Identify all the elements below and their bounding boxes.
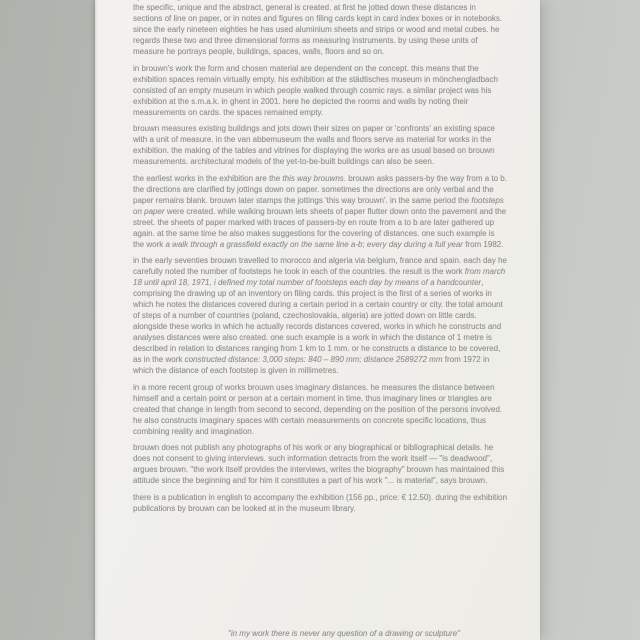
- text-segment: in a more recent group of works brouwn uses imaginary distances. he measures the distance between himself and a certain point or person at a certain moment in time. thus imaginary lines or triangles are created that change in length from second to second, depending on the position of the persons involved. he also constructs imaginary spaces with certain measurements on concrete specific locations, thus combining reality and imagination.: [133, 382, 503, 436]
- paragraph: [133, 123, 507, 167]
- text-segment: in brouwn's work the form and chosen material are dependent on the concept. this means that the exhibition spaces remain virtually empty. his exhibition at the städtisches museum in mönchengladbach consisted of an empty museum in which people walked through cosmic rays. a similar project was his exhibition at the s.m.a.k. in ghent in 2001. here he depicted the rooms and walls by noting their measurements on cards. the spaces remained empty.: [133, 63, 498, 117]
- text-segment: from 1972 in which the distance of each footstep is given in millimetres.: [133, 355, 490, 375]
- document-page: [95, 0, 540, 640]
- text-segment: brouwn does not publish any photographs of his work or any biographical or bibliographical details. he does not consent to giving interviews. such information detracts from the work itself — "is deadwood", argues brouwn. "the work itself provides the interviews, writes the biography" brouwn has maintained this attitude since the beginning and for him it constitutes a part of his work "... is material", says brouwn.: [133, 443, 505, 485]
- text-segment: brouwn measures existing buildings and jots down their sizes on paper or 'confronts' an existing space with a unit of measure. in the van abbemuseum the walls and floors serve as material for works in the exhibition. the making of the tables and vitrines for displaying the works are as usual based on brouwn measurements. architectural models of the yet-to-be-built buildings can also be seen.: [133, 124, 495, 166]
- text-segment: . brouwn asks passers-by the way from a to b. the directions are clarified by jottings down on paper. sometimes the directions are only verbal and the paper remains blank. brouwn later stamps the jottings 'this way brouwn'. in the same period the: [133, 173, 507, 205]
- paragraph: [133, 442, 507, 486]
- footer-quote: "in my work there is never any question of a drawing or sculpture": [228, 629, 461, 638]
- italic-text-segment: constructed distance: 3,000 steps: 840 – 890 mm; distance 2589272 mm: [184, 355, 443, 364]
- text-segment: , comprising the drawing up of an inventory on filing cards. this project is the first of a series of works in which he notes the distances covered during a certain period in a certain country or city. the total amount of steps of a number of countries (poland, czechoslovakia, algeria) are jotted down on little cards. alongside these works in which he actually records distances covered, works in which he constructs and analyses distances were also created. one such example is a work in which the distance of 1 metre is described in relation to distances ranging from 1 km to 1 mm. or he constructs a distance to be covered, as in the work: [133, 278, 503, 364]
- text-segment: were created. while walking brouwn lets sheets of paper flutter down onto the pavement and the street. the sheets of paper marked with traces of passers-by en route from a to b are later gathered up again. at the same time he also makes suggestions for the covering of distances. one such example is the work: [133, 206, 507, 249]
- italic-text-segment: a walk through a grassfield exactly on the same line a-b; every day during a full year: [165, 239, 463, 249]
- paragraph: [133, 382, 507, 437]
- paragraph: [133, 2, 507, 57]
- italic-text-segment: footsteps on paper: [133, 195, 504, 216]
- text-segment: in the early seventies brouwn travelled to morocco and algeria via belgium, france and spain. each day he carefully noted the number of footsteps he took in each of the countries. the result is the work: [133, 256, 507, 276]
- italic-text-segment: this way brouwns: [282, 173, 344, 183]
- paragraph: [133, 255, 507, 376]
- text-segment: from 1982.: [462, 239, 504, 249]
- text-segment: there is a publication in english to accompany the exhibition (156 pp., price: € 12.50). during the exhibition publications by brouwn can be looked at in the museum library.: [133, 492, 508, 513]
- text-column: [133, 0, 507, 519]
- paragraphs: [133, 2, 507, 514]
- text-segment: the earliest works in the exhibition are the: [133, 173, 283, 183]
- text-segment: the specific, unique and the abstract, general is created. at first he jotted down these distances in sections of line on paper, or in notes and figures on filing cards kept in card index boxes or in notebooks. since the early nineteen eighties he has used aluminium sheets and strips or wood and metal cubes. he regards these two and three dimensional forms as measuring instruments. by using these units of measure he portrays people, buildings, spaces, walls, floors and so on.: [133, 3, 503, 56]
- paragraph: [133, 63, 507, 118]
- paragraph: [133, 173, 507, 250]
- paragraph: [133, 492, 507, 514]
- italic-text-segment: from march 18 until april 18, 1971, i defined my total number of footsteps each day by means of a handcounter: [133, 267, 506, 287]
